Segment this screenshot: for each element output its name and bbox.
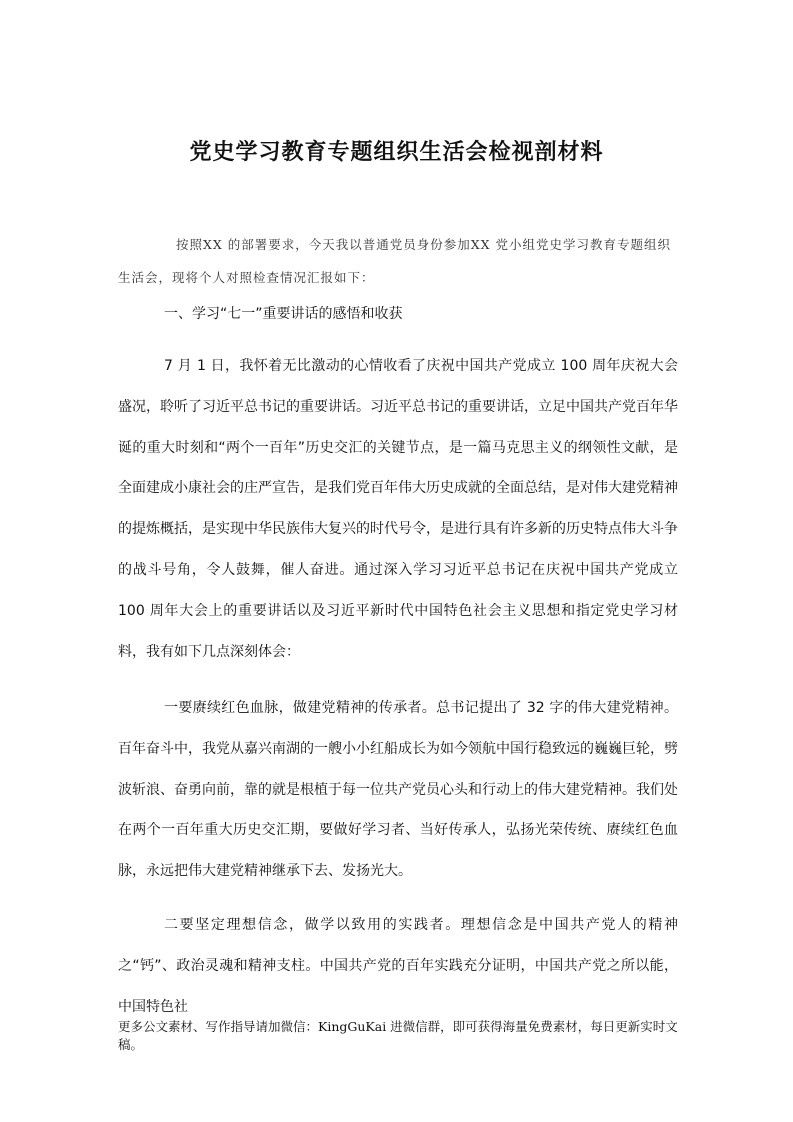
body-paragraph: 二要坚定理想信念，做学以致用的实践者。理想信念是中国共产党人的精神之“钙”、政治灵魂和精神支柱。中国共产党的百年实践充分证明，中国共产党之所以能，中国特色社 [118,917,678,1015]
body-paragraph: 一要赓续红色血脉，做建党精神的传承者。总书记提出了 32 字的伟大建党精神。百年奋斗中，我党从嘉兴南湖的一艘小小红船成长为如今领航中国行稳致远的巍巍巨轮，劈波斩浪、奋勇向前，靠的就是根植于每一位共产党员心头和行动上的伟大建党精神。我们处在两个一百年重大历史交汇期，要做好学习者、当好传承人，弘扬光荣传统、赓续红色血脉，永远把伟大建党精神继承下去、发扬光大。 [118,700,678,880]
section-heading: 一、学习“七一”重要讲话的感悟和收获 [164,306,403,322]
footer-note: 更多公文素材、写作指导请加微信：KingGuKai 进微信群，即可获得海量免费素材，每日更新实时文稿。 [118,1019,678,1052]
document-title: 党史学习教育专题组织生活会检视剖材料 [189,138,604,165]
body-paragraph: 7 月 1 日，我怀着无比激动的心情收看了庆祝中国共产党成立 100 周年庆祝大会盛况，聆听了习近平总书记的重要讲话。习近平总书记的重要讲话，立足中国共产党百年华诞的重大时刻和“两个一百年”历史交汇的关键节点，是一篇马克思主义的纲领性文献，是全面建成小康社会的庄严宣告，是我们党百年伟大历史成就的全面总结，是对伟大建党精神的提炼概括，是实现中华民族伟大复兴的时代号令，是进行具有许多新的历史特点伟大斗争的战斗号角，令人鼓舞，催人奋进。通过深入学习习近平总书记在庆祝中国共产党成立 100 周年大会上的重要讲话以及习近平新时代中国特色社会主义思想和指定党史学习材料，我有如下几点深刻体会： [118,358,678,660]
intro-paragraph: 按照XX 的部署要求，今天我以普通党员身份参加XX 党小组党史学习教育专题组织生活会，现将个人对照检查情况汇报如下： [118,237,672,285]
